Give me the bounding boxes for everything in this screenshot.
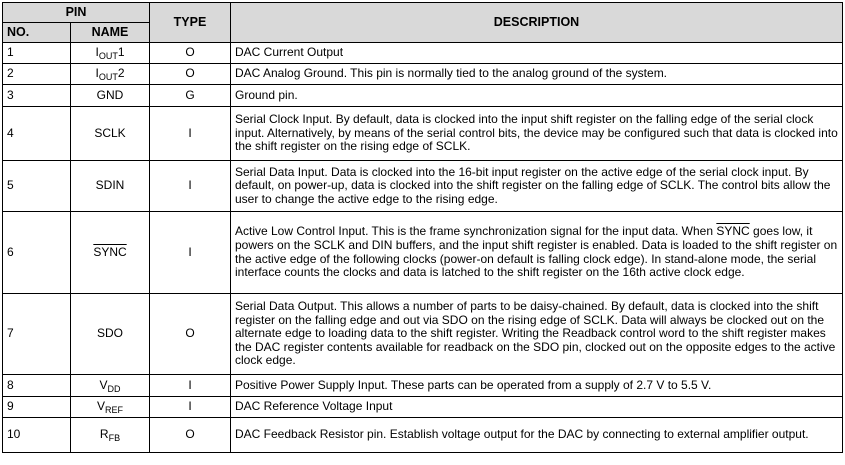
table-row bbox=[3, 161, 843, 212]
pin-number: 3 bbox=[3, 85, 71, 107]
pin-description: DAC Current Output bbox=[231, 43, 843, 64]
pin-group-header: PIN bbox=[3, 3, 150, 23]
pin-name: $V_{REF}$ bbox=[71, 397, 150, 418]
pin-name: $R_{FB}$ bbox=[71, 418, 150, 453]
sync-signal-name: SYNC bbox=[716, 224, 750, 239]
table-row bbox=[3, 212, 843, 294]
pin-number: 9 bbox=[3, 397, 71, 418]
pin-type: I bbox=[150, 375, 231, 397]
pin-type: O bbox=[150, 43, 231, 64]
pin-name: GND bbox=[71, 85, 150, 107]
pin-type: I bbox=[150, 161, 231, 212]
pin-type: G bbox=[150, 85, 231, 107]
table-row bbox=[3, 418, 843, 453]
pin-name: SCLK bbox=[71, 107, 150, 161]
pin-number: 6 bbox=[3, 212, 71, 294]
pin-type: I bbox=[150, 107, 231, 161]
pin-type: I bbox=[150, 212, 231, 294]
pin-number-header: NO. bbox=[3, 23, 71, 43]
pin-description: Serial Clock Input. By default, data is clocked into the input shift register on the falling edge of the serial clock input. Alternatively, by means of the serial control bits, the device may be configured such that data is clocked into the shift register on the rising edge of SCLK. bbox=[231, 107, 843, 161]
pin-name: $I_{OUT}1$ bbox=[71, 43, 150, 64]
table-row bbox=[3, 375, 843, 397]
pin-description: Serial Data Output. This allows a number of parts to be daisy-chained. By default, data is clocked into the shift register on the falling edge and out via SDO on the rising edge of SCLK. Data will always be clocked out on the alternate edge to loading data to the shift register. Writing the Readback control word to the shift register makes the DAC register contents available for readback on the SDO pin, clocked out on the opposite edges to the active clock edge. bbox=[231, 294, 843, 375]
pin-name: SYNC bbox=[71, 212, 150, 294]
table-row bbox=[3, 397, 843, 418]
pin-number: 8 bbox=[3, 375, 71, 397]
pin-description: Ground pin. bbox=[231, 85, 843, 107]
pin-number: 4 bbox=[3, 107, 71, 161]
pin-type: O bbox=[150, 64, 231, 85]
pin-number: 2 bbox=[3, 64, 71, 85]
table-row bbox=[3, 64, 843, 85]
pin-description: Positive Power Supply Input. These parts can be operated from a supply of 2.7 V to 5.5 V. bbox=[231, 375, 843, 397]
table-row bbox=[3, 85, 843, 107]
table-row bbox=[3, 43, 843, 64]
pin-number: 10 bbox=[3, 418, 71, 453]
pin-name: SDIN bbox=[71, 161, 150, 212]
type-header: TYPE bbox=[150, 3, 231, 43]
pin-name: SDO bbox=[71, 294, 150, 375]
pin-description: DAC Feedback Resistor pin. Establish voltage output for the DAC by connecting to external amplifier output. bbox=[231, 418, 843, 453]
pin-description: Serial Data Input. Data is clocked into the 16-bit input register on the active edge of the serial clock input. By default, on power-up, data is clocked into the shift register on the falling edge of SCLK. The control bits allow the user to change the active edge to the rising edge. bbox=[231, 161, 843, 212]
pin-description: DAC Reference Voltage Input bbox=[231, 397, 843, 418]
pin-description: Active Low Control Input. This is the frame synchronization signal for the input data. When SYNC goes low, it powers on the SCLK and DIN buffers, and the input shift register is enabled. Data is loaded to the shift register on the active edge of the following clocks (power-on default is falling clock edge). In stand-alone mode, the serial interface counts the clocks and data is latched to the shift register on the 16th active clock edge. bbox=[231, 212, 843, 294]
pin-number: 5 bbox=[3, 161, 71, 212]
pin-name-header: NAME bbox=[71, 23, 150, 43]
pin-description-table bbox=[2, 2, 843, 453]
table-row bbox=[3, 107, 843, 161]
pin-number: 1 bbox=[3, 43, 71, 64]
pin-type: I bbox=[150, 397, 231, 418]
description-header: DESCRIPTION bbox=[231, 3, 843, 43]
pin-number: 7 bbox=[3, 294, 71, 375]
pin-description: DAC Analog Ground. This pin is normally tied to the analog ground of the system. bbox=[231, 64, 843, 85]
pin-name: $I_{OUT}2$ bbox=[71, 64, 150, 85]
pin-type: O bbox=[150, 294, 231, 375]
table-row bbox=[3, 294, 843, 375]
pin-type: O bbox=[150, 418, 231, 453]
pin-name: $V_{DD}$ bbox=[71, 375, 150, 397]
